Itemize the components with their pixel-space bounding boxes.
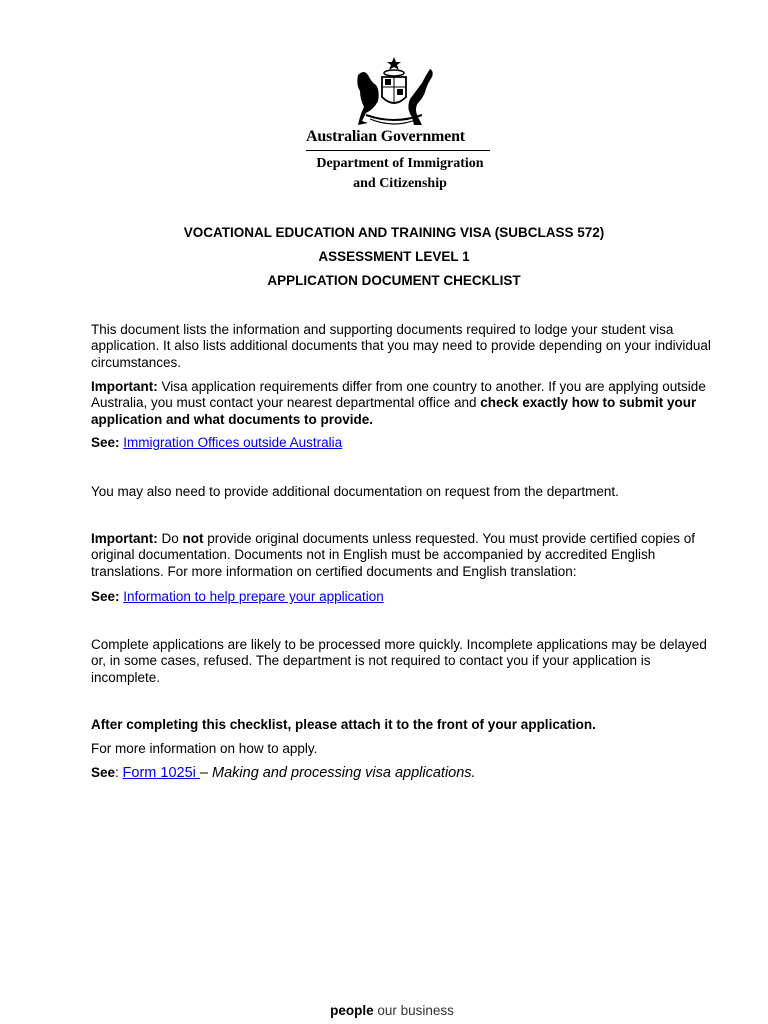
see-label: See: [91, 589, 120, 604]
original-docs-paragraph [91, 531, 711, 580]
not-emphasis: not [182, 531, 204, 546]
immigration-offices-link[interactable]: Immigration Offices outside Australia [123, 435, 343, 450]
see-form-line [91, 765, 711, 781]
header-divider [306, 150, 490, 151]
attach-checklist-instruction: After completing this checklist, please attach it to the front of your application. [91, 717, 596, 732]
tagline-our-business: our business [373, 1003, 454, 1018]
department-name-line2: and Citizenship [353, 176, 447, 191]
government-name: Australian Government [306, 128, 465, 145]
prepare-application-link[interactable]: Information to help prepare your application [123, 589, 384, 604]
important-text-pre: Do [157, 531, 183, 546]
department-name-line1: Department of Immigration [316, 156, 484, 171]
important-text: provide original documents unless requested. You must provide certified copies of original documentation. Documents not in English must be accompanied by accredited English translations. For more information on certified documents and English translation: [91, 531, 696, 579]
tagline-people: people [330, 1003, 374, 1018]
more-info-line: For more information on how to apply. [91, 741, 318, 756]
document-title-line3: APPLICATION DOCUMENT CHECKLIST [267, 273, 521, 288]
important-label: Important: [91, 531, 158, 546]
see-prepare-line [91, 589, 711, 605]
form-1025i-link[interactable]: Form 1025i [122, 765, 200, 781]
document-title-line2: ASSESSMENT LEVEL 1 [318, 249, 470, 264]
additional-docs-paragraph: You may also need to provide additional documentation on request from the department. [91, 484, 619, 499]
important-bold-text: check exactly how to submit your application and what documents to provide. [91, 395, 697, 427]
intro-paragraph: This document lists the information and supporting documents required to lodge your student visa application. It also lists additional documents that you may need to provide depending on your individual circumstances. [91, 322, 711, 370]
form-dash: – [199, 765, 213, 781]
important-text: Visa application requirements differ from one country to another. If you are applying outside Australia, you must contact your nearest departmental office and [91, 379, 706, 411]
important-notice-paragraph [91, 379, 711, 428]
see-label: See [91, 765, 116, 780]
complete-applications-paragraph: Complete applications are likely to be processed more quickly. Incomplete applications may be delayed or, in some cases, refused. The department is not required to contact you if your application is incomplete. [91, 637, 707, 685]
important-label: Important: [91, 379, 158, 394]
see-label: See: [91, 435, 120, 450]
see-colon: : [115, 765, 123, 780]
australian-coat-of-arms-icon [346, 55, 442, 129]
footer-tagline [0, 1003, 768, 1018]
document-title-line1: VOCATIONAL EDUCATION AND TRAINING VISA (SUBCLASS 572) [183, 225, 605, 240]
form-title: Making and processing visa applications. [212, 765, 476, 781]
see-offices-line [91, 435, 711, 451]
